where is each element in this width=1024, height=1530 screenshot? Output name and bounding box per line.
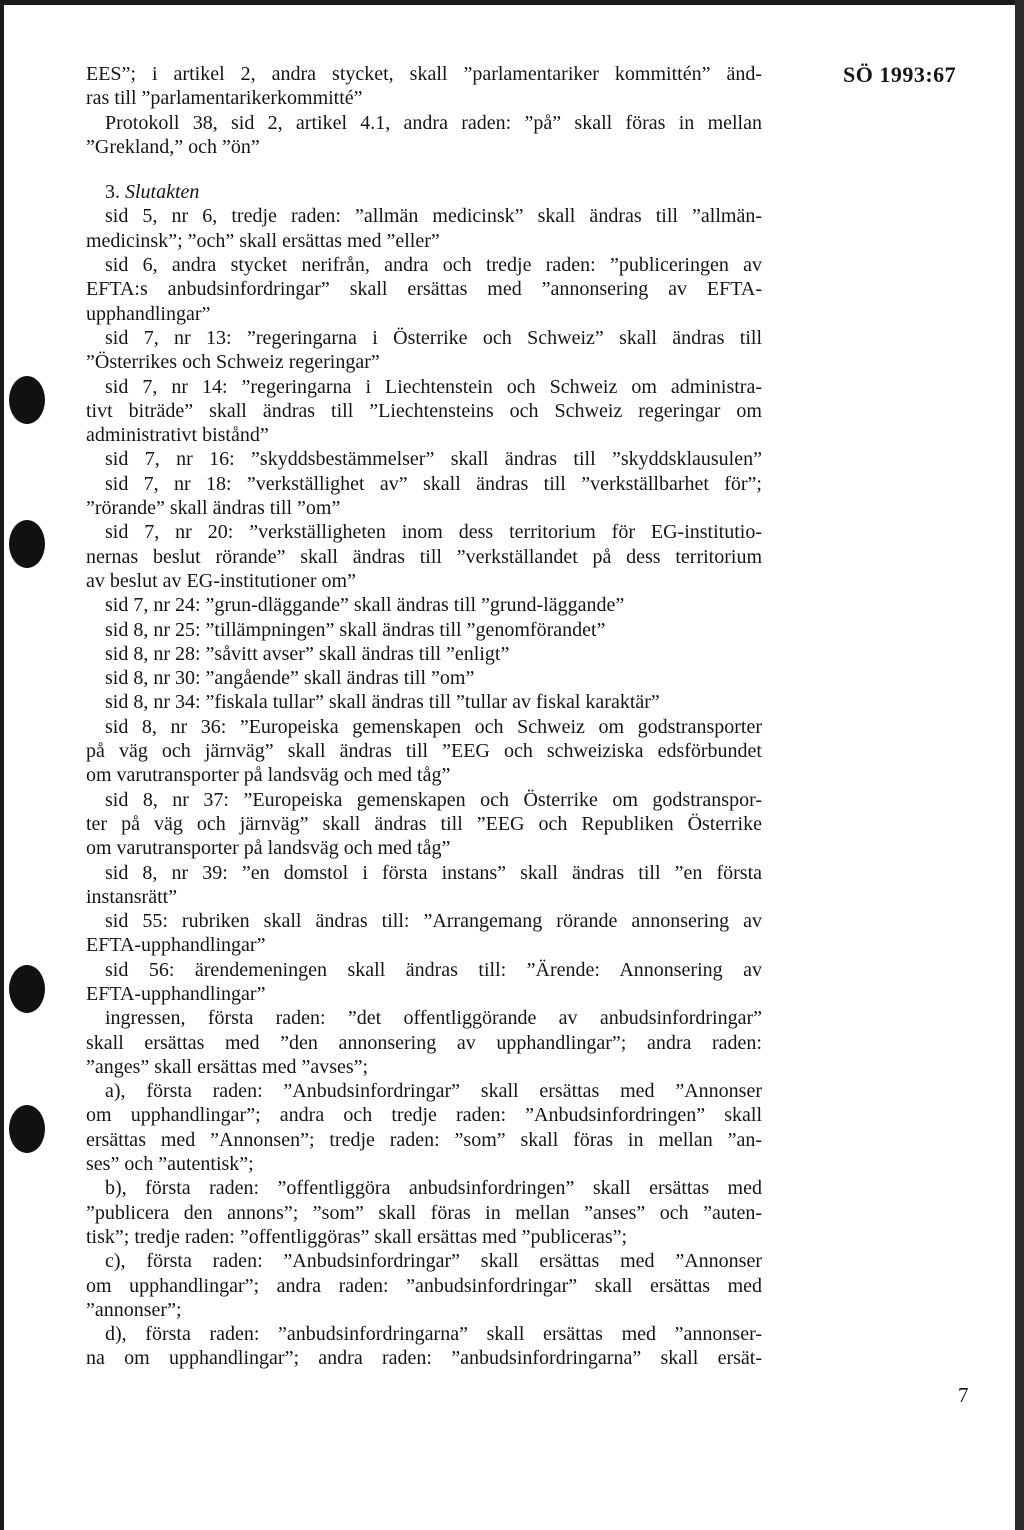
text-line: ”annonser”; — [86, 1298, 182, 1321]
text-line: ”anges” skall ersättas med ”avses”; — [86, 1055, 369, 1078]
section-title: Slutakten — [125, 181, 200, 204]
text-line: medicinsk”; ”och” skall ersättas med ”eller” — [86, 229, 440, 252]
text-line: sid 8, nr 37: ”Europeiska gemenskapen och Österrike om godstranspor- — [105, 788, 762, 811]
text-line: sid 8, nr 39: ”en domstol i första instans” skall ändras till ”en första — [105, 861, 762, 884]
text-line: ingressen, första raden: ”det offentliggörande av anbudsinfordringar” — [105, 1007, 762, 1030]
document-reference: SÖ 1993:67 — [843, 62, 957, 87]
text-line: ”publicera den annons”; ”som” skall föras in mellan ”anses” och ”auten- — [86, 1201, 762, 1224]
text-line: d), första raden: ”anbudsinfordringarna” skall ersättas med ”annonser- — [105, 1323, 762, 1346]
text-line: sid 7, nr 13: ”regeringarna i Österrike och Schweiz” skall ändras till — [105, 326, 762, 349]
text-line: sid 8, nr 30: ”angående” skall ändras till ”om” — [105, 667, 475, 690]
text-line: om varutransporter på landsväg och med tåg” — [86, 837, 451, 860]
text-line: ersättas med ”Annonsen”; tredje raden: ”som” skall föras in mellan ”an- — [86, 1128, 762, 1151]
text-line: sid 5, nr 6, tredje raden: ”allmän medicinsk” skall ändras till ”allmän- — [105, 205, 762, 228]
text-line: EFTA:s anbudsinfordringar” skall ersättas med ”annonsering av EFTA- — [86, 278, 762, 301]
text-line: EFTA-upphandlingar” — [86, 982, 266, 1005]
text-line: EES”; i artikel 2, andra stycket, skall ”parlamentariker kommittén” änd- — [86, 63, 762, 85]
document-body — [86, 62, 762, 1371]
text-line: ”Österrikes och Schweiz regeringar” — [86, 351, 380, 374]
section-number: 3. — [105, 181, 120, 204]
text-line: ses” och ”autentisk”; — [86, 1153, 254, 1176]
text-line: om upphandlingar”; andra och tredje raden: ”Anbudsinfordringen” skall — [86, 1104, 762, 1127]
text-line: a), första raden: ”Anbudsinfordringar” skall ersättas med ”Annonser — [105, 1080, 762, 1103]
punch-hole — [9, 965, 45, 1013]
text-line: ras till ”parlamentarikerkommitté” — [86, 87, 363, 110]
text-line: sid 8, nr 25: ”tillämpningen” skall ändras till ”genomförandet” — [105, 618, 606, 641]
punch-hole — [9, 1105, 45, 1153]
text-line: nernas beslut rörande” skall ändras till ”verkställandet på dess territorium — [86, 545, 762, 568]
text-line: tisk”; tredje raden: ”offentliggöras” skall ersättas med ”publiceras”; — [86, 1225, 628, 1248]
text-line: sid 7, nr 24: ”grun-dläggande” skall ändras till ”grund-läggande” — [105, 594, 625, 617]
text-line: av beslut av EG-institutioner om” — [86, 569, 356, 592]
punch-hole — [9, 520, 45, 568]
scan-border-left — [0, 0, 4, 1530]
text-line: ter på väg och järnväg” skall ändras till ”EEG och Republiken Österrike — [86, 812, 762, 835]
scan-border-right — [1015, 0, 1024, 1530]
text-line: sid 55: rubriken skall ändras till: ”Arrangemang rörande annonsering av — [105, 910, 762, 933]
text-line: ”Grekland,” och ”ön” — [86, 135, 260, 158]
page-number: 7 — [958, 1383, 969, 1407]
text-line: Protokoll 38, sid 2, artikel 4.1, andra raden: ”på” skall föras in mellan — [105, 111, 762, 134]
text-line: EFTA-upphandlingar” — [86, 934, 266, 957]
text-line: c), första raden: ”Anbudsinfordringar” skall ersättas med ”Annonser — [105, 1250, 762, 1273]
text-line: sid 6, andra stycket nerifrån, andra och tredje raden: ”publiceringen av — [105, 254, 762, 277]
text-line: om varutransporter på landsväg och med tåg” — [86, 764, 451, 787]
text-line: sid 7, nr 14: ”regeringarna i Liechtenstein och Schweiz om administra- — [105, 375, 762, 398]
text-line: om upphandlingar”; andra raden: ”anbudsinfordringar” skall ersättas med — [86, 1274, 762, 1297]
text-line: ”rörande” skall ändras till ”om” — [86, 497, 341, 520]
text-line: tivt biträde” skall ändras till ”Liechtensteins och Schweiz regeringar om — [86, 399, 762, 422]
text-line: på väg och järnväg” skall ändras till ”EEG och schweiziska edsförbundet — [86, 740, 762, 763]
text-line: na om upphandlingar”; andra raden: ”anbudsinfordringarna” skall ersät- — [86, 1347, 762, 1370]
text-line: skall ersättas med ”den annonsering av upphandlingar”; andra raden: — [86, 1031, 762, 1054]
text-line: b), första raden: ”offentliggöra anbudsinfordringen” skall ersättas med — [105, 1177, 762, 1200]
text-line: sid 7, nr 18: ”verkställighet av” skall ändras till ”verkställbarhet för”; — [105, 472, 762, 495]
text-line: sid 8, nr 36: ”Europeiska gemenskapen och Schweiz om godstransporter — [105, 715, 762, 738]
text-line: upphandlingar” — [86, 302, 211, 325]
text-line: sid 56: ärendemeningen skall ändras till: ”Ärende: Annonsering av — [105, 958, 762, 981]
scan-border-top — [0, 0, 1024, 5]
text-line: sid 8, nr 34: ”fiskala tullar” skall ändras till ”tullar av fiskal karaktär” — [105, 691, 660, 714]
text-line: administrativt bistånd” — [86, 424, 269, 447]
text-line: sid 8, nr 28: ”såvitt avser” skall ändras till ”enligt” — [105, 642, 510, 665]
text-line: sid 7, nr 16: ”skyddsbestämmelser” skall ändras till ”skyddsklausulen” — [105, 448, 762, 471]
text-line: sid 7, nr 20: ”verkställigheten inom dess territorium för EG-institutio- — [105, 521, 762, 544]
section-heading — [86, 180, 762, 204]
punch-hole — [9, 376, 45, 424]
text-line: instansrätt” — [86, 885, 178, 908]
